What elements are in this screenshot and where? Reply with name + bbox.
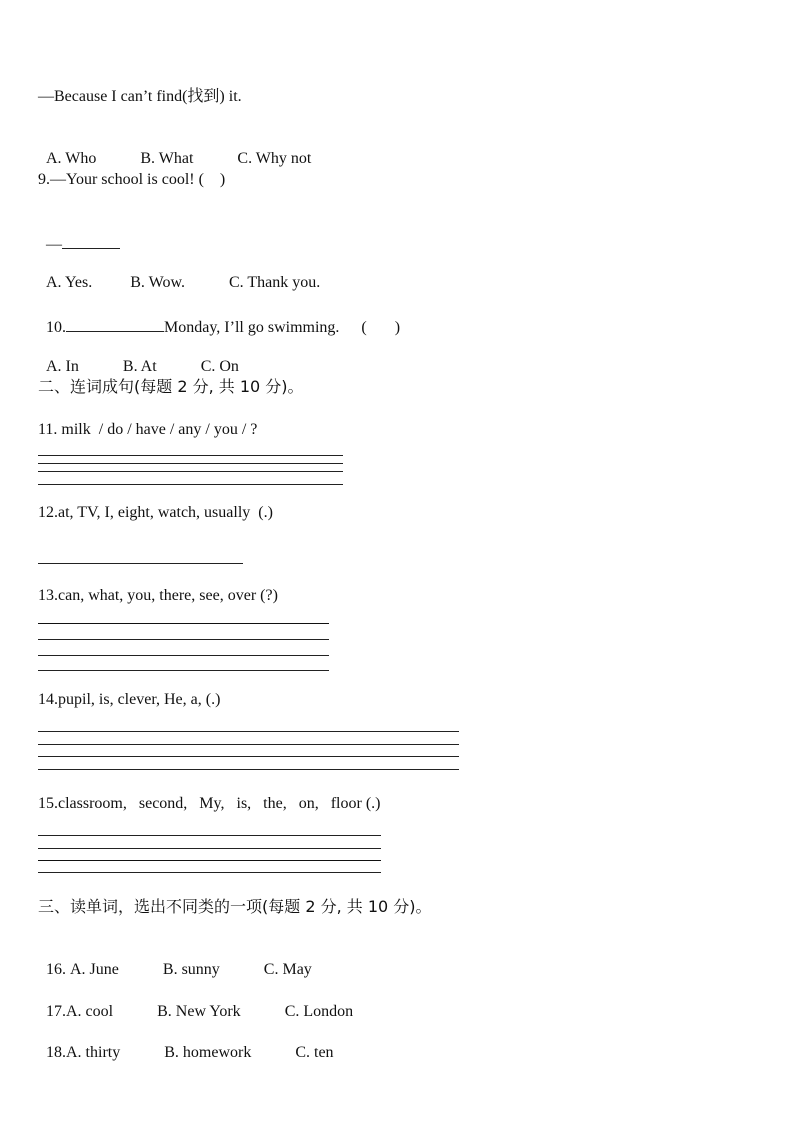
q17-option-a: A. cool (66, 1003, 114, 1020)
q18-row (38, 1023, 334, 1063)
q18-option-b: B. homework (164, 1044, 252, 1061)
q10-options (38, 337, 239, 377)
q8-answer-line: —Because I can’t find(找到) it. (38, 88, 242, 105)
q13-writing-line[interactable] (38, 670, 329, 671)
q12-prompt: 12.at, TV, I, eight, watch, usually (.) (38, 504, 273, 521)
q16-number: 16. (46, 961, 66, 978)
q13-writing-line[interactable] (38, 623, 329, 624)
q15-prompt: 15.classroom, second, My, is, the, on, floor (.) (38, 795, 381, 812)
q8-options (38, 129, 311, 169)
q10-number: 10. (46, 319, 66, 336)
q16-option-c: C. May (263, 961, 312, 978)
q10-option-a: A. In (46, 358, 79, 375)
q15-writing-line[interactable] (38, 848, 381, 849)
q14-writing-line[interactable] (38, 756, 459, 757)
q11-writing-line[interactable] (38, 463, 343, 464)
q17-option-c: C. London (284, 1003, 354, 1020)
q8-option-b: B. What (140, 150, 194, 167)
q13-writing-line[interactable] (38, 639, 329, 640)
q11-writing-line[interactable] (38, 484, 343, 485)
q10-paren: ( ) (361, 319, 401, 336)
q9-option-c: C. Thank you. (228, 274, 321, 291)
q11-writing-line[interactable] (38, 471, 343, 472)
q18-option-a: A. thirty (66, 1044, 121, 1061)
q16-option-a: A. June (70, 961, 119, 978)
q10-answer-blank[interactable] (66, 315, 164, 332)
q9-prompt: 9.—Your school is cool! ( ) (38, 171, 226, 188)
q9-option-a: A. Yes. (46, 274, 93, 291)
q11-prompt: 11. milk / do / have / any / you / ? (38, 421, 258, 438)
q15-writing-line[interactable] (38, 860, 381, 861)
q13-prompt: 13.can, what, you, there, see, over (?) (38, 587, 278, 604)
section-3-heading: 三、读单词，选出不同类的一项(每题 2 分, 共 10 分)。 (38, 897, 432, 916)
q10-text: Monday, I’ll go swimming. (164, 319, 340, 336)
q16-option-b: B. sunny (162, 961, 220, 978)
q14-prompt: 14.pupil, is, clever, He, a, (.) (38, 691, 221, 708)
q17-row (38, 982, 353, 1022)
q9-options (38, 253, 320, 293)
q14-writing-line[interactable] (38, 731, 459, 732)
q11-writing-line[interactable] (38, 455, 343, 456)
q8-option-a: A. Who (46, 150, 97, 167)
section-2-heading: 二、连词成句(每题 2 分, 共 10 分)。 (38, 377, 304, 396)
q15-writing-line[interactable] (38, 835, 381, 836)
q10-option-b: B. At (122, 358, 157, 375)
q17-number: 17. (46, 1003, 66, 1020)
q8-option-c: C. Why not (237, 150, 312, 167)
q10-option-c: C. On (200, 358, 239, 375)
q14-writing-line[interactable] (38, 769, 459, 770)
q15-writing-line[interactable] (38, 872, 381, 873)
q9-reply-line (38, 212, 120, 255)
q10-prompt (38, 295, 400, 338)
q9-answer-blank[interactable] (62, 232, 120, 249)
q13-writing-line[interactable] (38, 655, 329, 656)
q18-option-c: C. ten (295, 1044, 334, 1061)
q9-reply-dash: — (46, 236, 62, 253)
q17-option-b: B. New York (157, 1003, 241, 1020)
q9-option-b: B. Wow. (130, 274, 185, 291)
q12-writing-line[interactable] (38, 563, 243, 564)
q16-row (38, 940, 312, 980)
q18-number: 18. (46, 1044, 66, 1061)
q14-writing-line[interactable] (38, 744, 459, 745)
